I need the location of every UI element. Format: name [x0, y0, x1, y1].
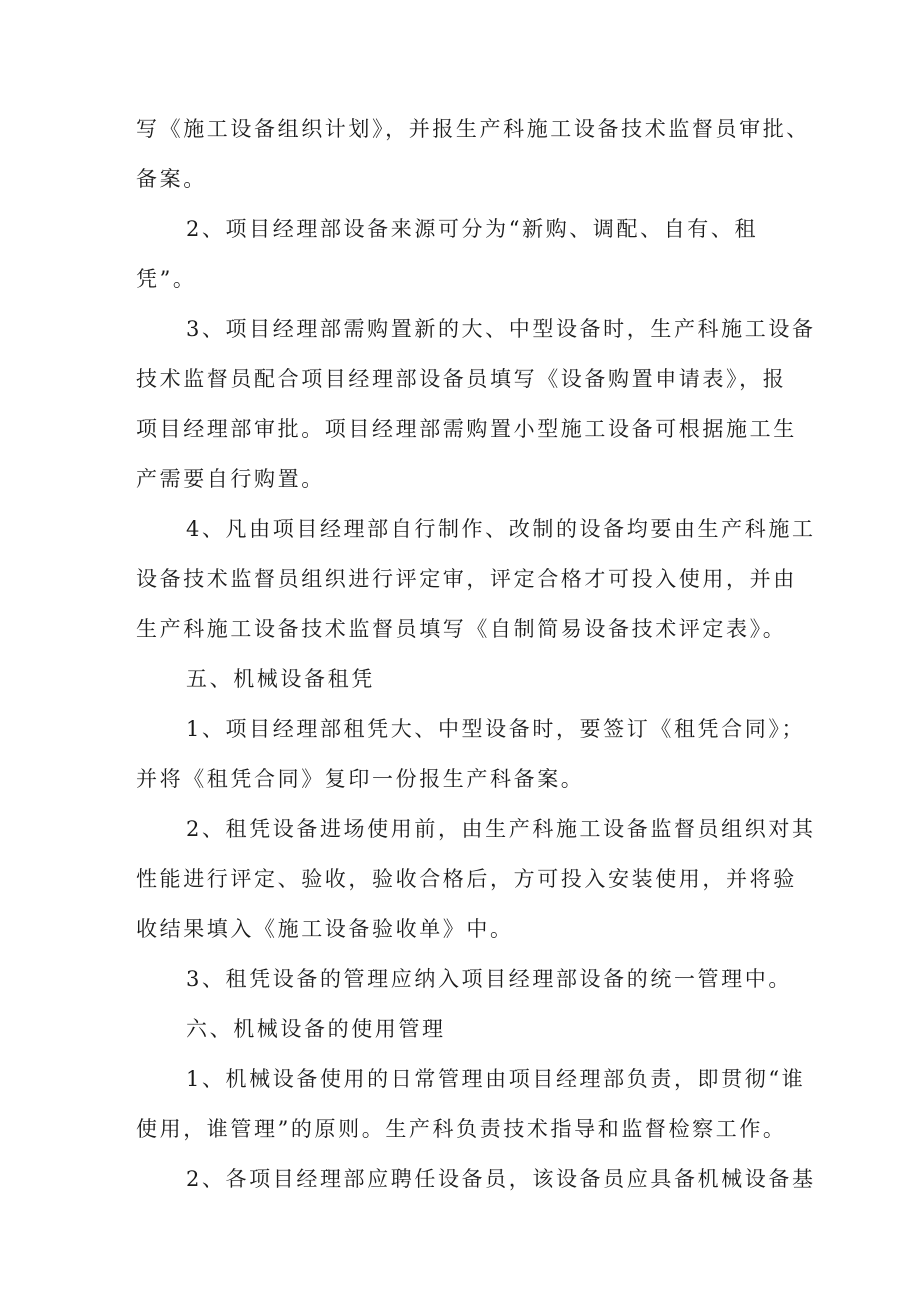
- paragraph-start: 1、机械设备使用的日常管理由项目经理部负责，即贯彻“谁: [186, 1067, 806, 1091]
- text-line: 凭”。: [136, 267, 197, 291]
- text-line: 技术监督员配合项目经理部设备员填写《设备购置申请表》，报: [136, 367, 787, 391]
- paragraph-start: 3、租凭设备的管理应纳入项目经理部设备的统一管理中。: [186, 967, 792, 991]
- text-line: 写《施工设备组织计划》，并报生产科施工设备技术监督员审批、: [136, 117, 810, 141]
- text-line: 并将《租凭合同》复印一份报生产科备案。: [136, 767, 585, 791]
- text-line: 项目经理部审批。项目经理部需购置小型施工设备可根据施工生: [136, 417, 797, 441]
- section-heading: 五、机械设备租凭: [186, 667, 375, 691]
- text-line: 生产科施工设备技术监督员填写《自制简易设备技术评定表》。: [136, 617, 787, 641]
- text-line: 性能进行评定、验收，验收合格后，方可投入安装使用，并将验: [136, 867, 797, 891]
- paragraph-start: 4、凡由项目经理部自行制作、改制的设备均要由生产科施工: [186, 517, 816, 541]
- text-line: 产需要自行购置。: [136, 467, 325, 491]
- text-line: 设备技术监督员组织进行评定审，评定合格才可投入使用，并由: [136, 567, 797, 591]
- text-line: 收结果填入《施工设备验收单》中。: [136, 917, 514, 941]
- paragraph-start: 2、各项目经理部应聘任设备员，该设备员应具备机械设备基: [186, 1167, 816, 1191]
- paragraph-start: 2、项目经理部设备来源可分为“新购、调配、自有、租: [186, 217, 759, 241]
- section-heading: 六、机械设备的使用管理: [186, 1017, 446, 1041]
- text-line: 使用，谁管理”的原则。生产科负责技术指导和监督检察工作。: [136, 1117, 787, 1141]
- paragraph-start: 2、租凭设备进场使用前，由生产科施工设备监督员组织对其: [186, 817, 816, 841]
- paragraph-start: 1、项目经理部租凭大、中型设备时，要签订《租凭合同》；: [186, 717, 806, 741]
- text-line: 备案。: [136, 167, 207, 191]
- paragraph-start: 3、项目经理部需购置新的大、中型设备时，生产科施工设备: [186, 317, 816, 341]
